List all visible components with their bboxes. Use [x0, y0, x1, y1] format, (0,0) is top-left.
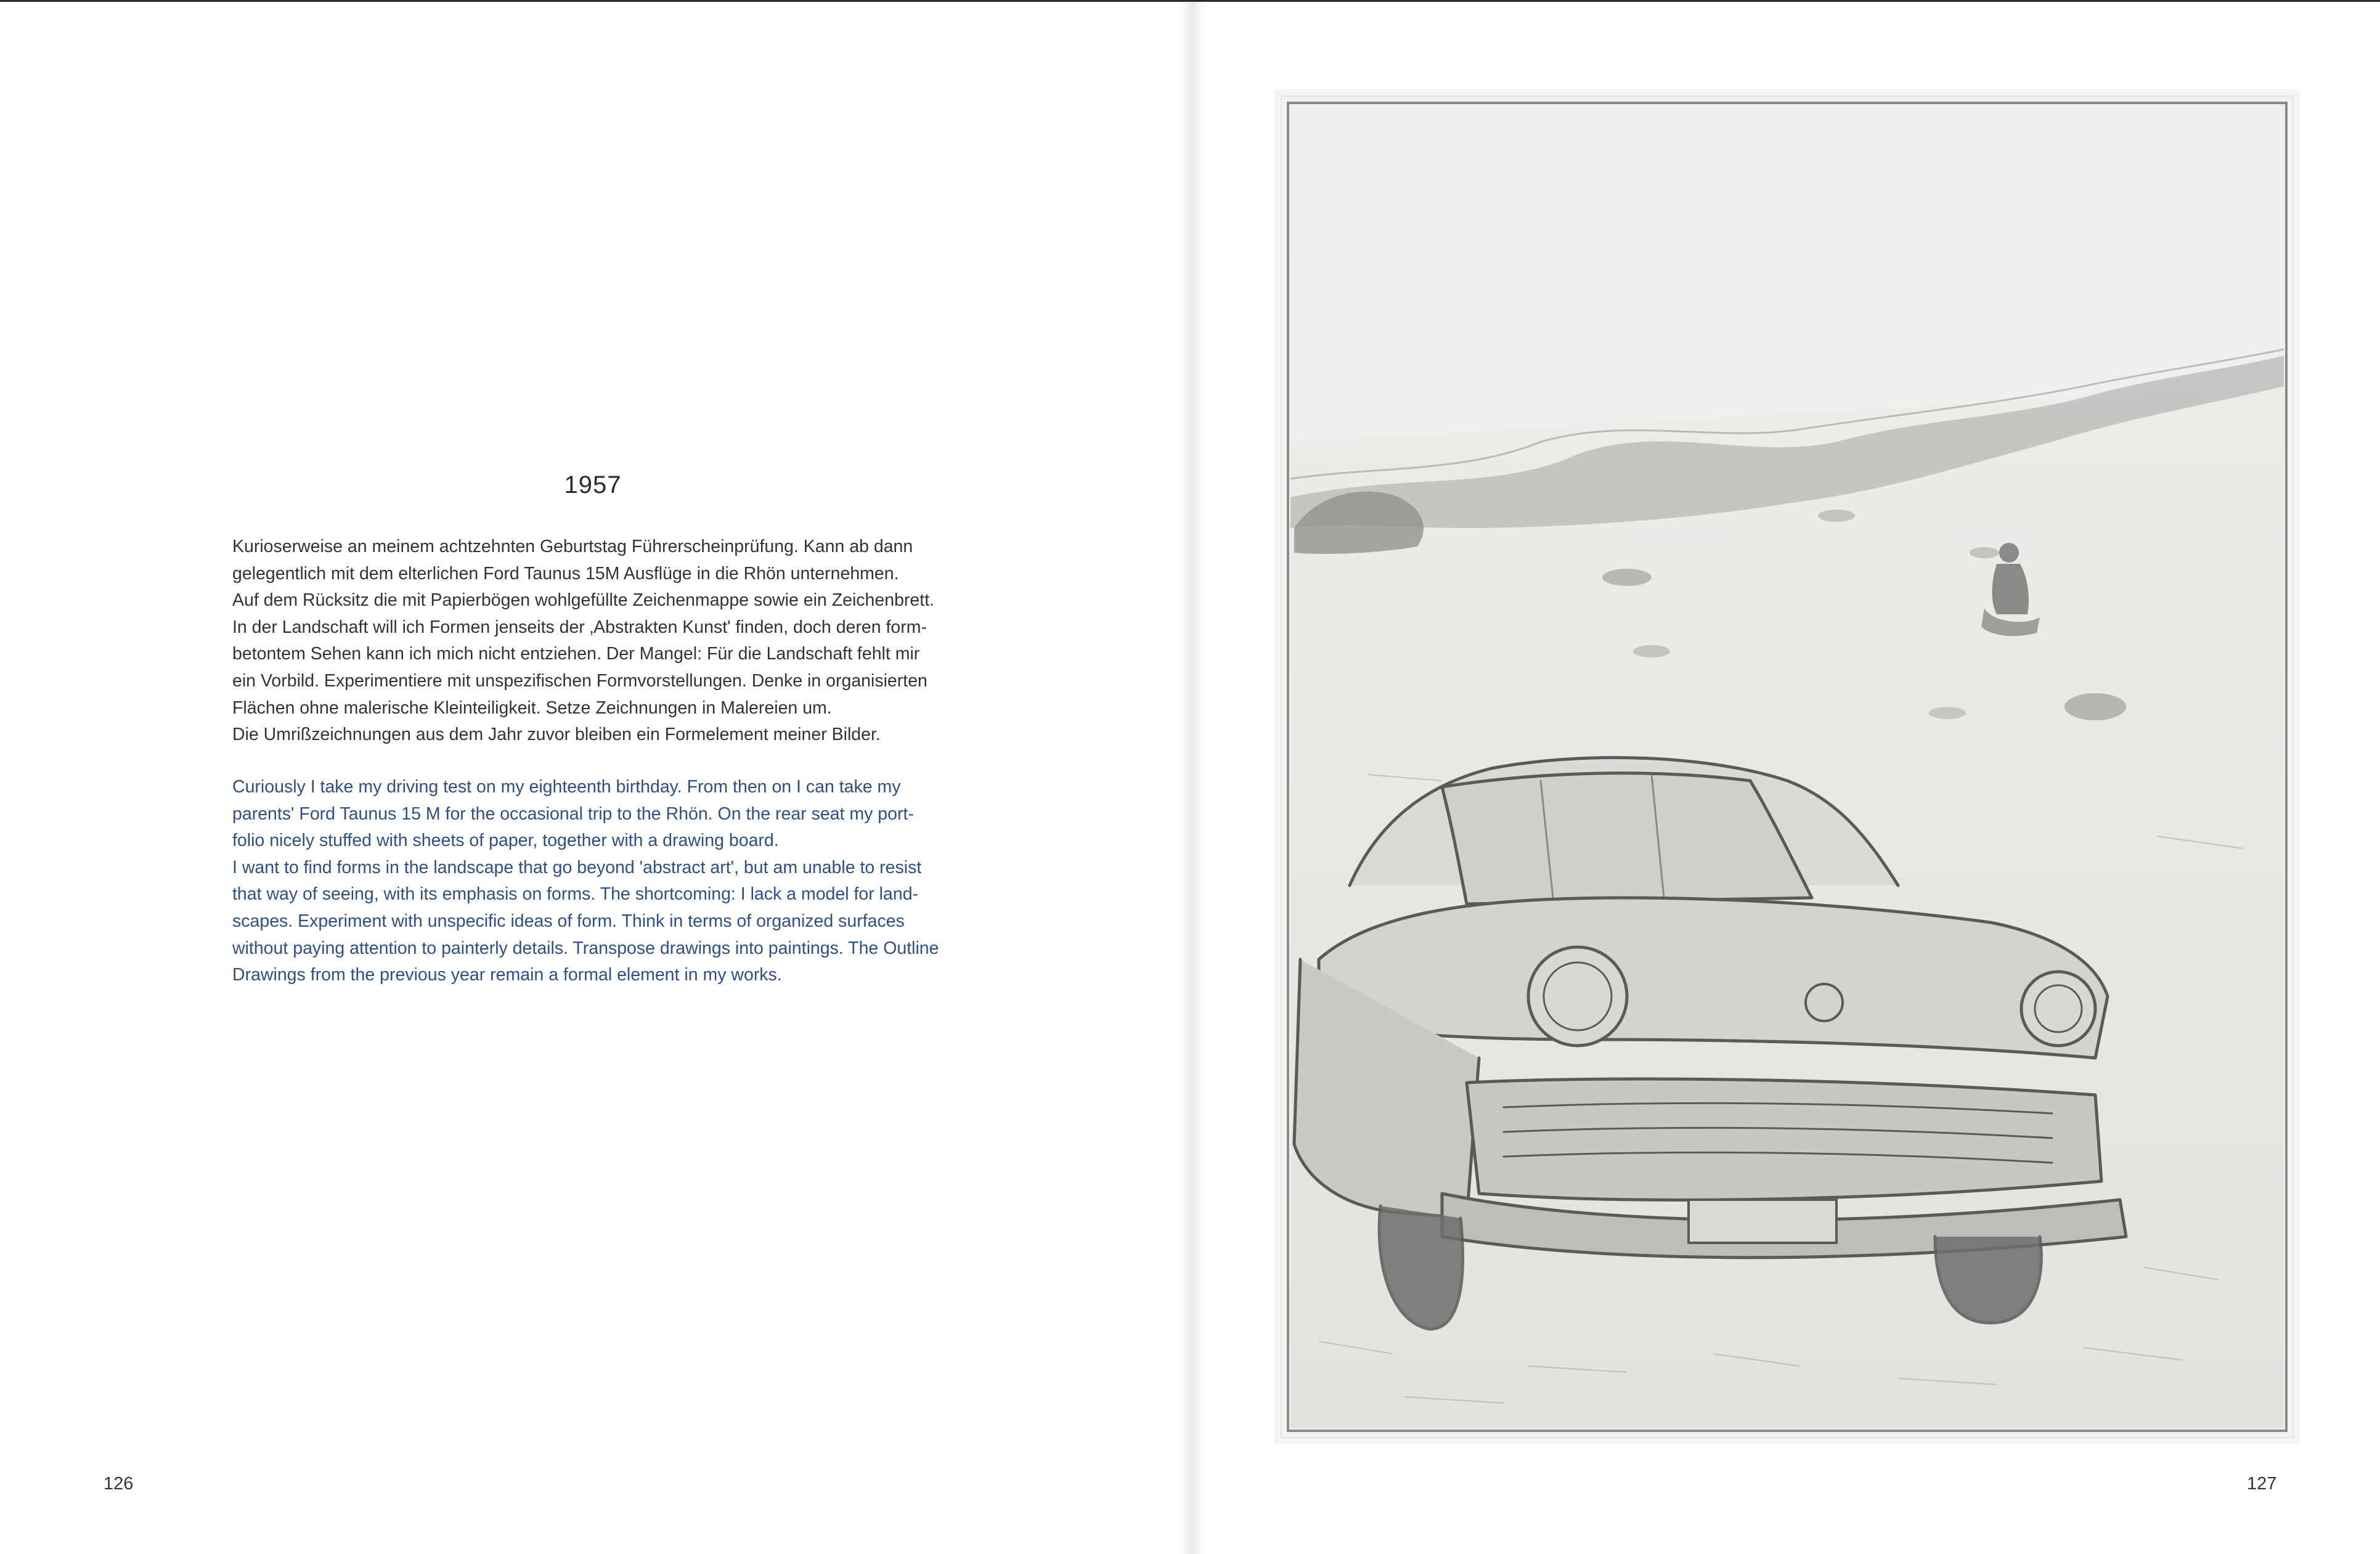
- text-line: that way of seeing, with its emphasis on forms. The shortcoming: I lack a model for land-: [232, 884, 919, 905]
- text-line: Die Umrißzeichnungen aus dem Jahr zuvor bleiben ein Formelement meiner Bilder.: [232, 725, 881, 745]
- english-paragraph: [232, 774, 972, 989]
- text-line: Auf dem Rücksitz die mit Papierbögen wohlgefüllte Zeichenmappe sowie ein Zeichenbrett.: [232, 590, 935, 611]
- text-line: Kurioserweise an meinem achtzehnten Geburtstag Führerscheinprüfung. Kann ab dann: [232, 537, 913, 556]
- text-line: Flächen ohne malerische Kleinteiligkeit. Setze Zeichnungen in Malereien um.: [232, 698, 832, 718]
- german-paragraph: [232, 534, 972, 749]
- text-line: scapes. Experiment with unspecific ideas of form. Think in terms of organized surfaces: [232, 911, 905, 931]
- text-line: folio nicely stuffed with sheets of paper, together with a drawing board.: [232, 831, 779, 851]
- book-gutter: [1177, 2, 1205, 1554]
- text-line: Drawings from the previous year remain a formal element in my works.: [232, 965, 782, 985]
- pencil-drawing: [1281, 96, 2294, 1438]
- page-number-left: 126: [104, 1474, 134, 1494]
- text-line: parents' Ford Taunus 15 M for the occasional trip to the Rhön. On the rear seat my port-: [232, 803, 914, 824]
- year-heading: 1957: [564, 471, 622, 498]
- text-line: without paying attention to painterly details. Transpose drawings into paintings. The Outline: [232, 938, 939, 958]
- text-line: gelegentlich mit dem elterlichen Ford Taunus 15M Ausflüge in die Rhön unternehmen.: [232, 563, 899, 584]
- text-line: Curiously I take my driving test on my eighteenth birthday. From then on I can take my: [232, 777, 901, 797]
- text-line: In der Landschaft will ich Formen jenseits der ‚Abstrakten Kunst' finden, doch deren form-: [232, 617, 927, 637]
- text-line: betontem Sehen kann ich mich nicht entziehen. Der Mangel: Für die Landschaft fehlt mir: [232, 644, 920, 664]
- text-line: I want to find forms in the landscape that go beyond 'abstract art', but am unable to resist: [232, 857, 922, 877]
- text-line: ein Vorbild. Experimentiere mit unspezifischen Formvorstellungen. Denke in organisierten: [232, 670, 927, 691]
- page-number-right: 127: [2247, 1474, 2277, 1494]
- car-landscape-illustration: [1282, 97, 2292, 1437]
